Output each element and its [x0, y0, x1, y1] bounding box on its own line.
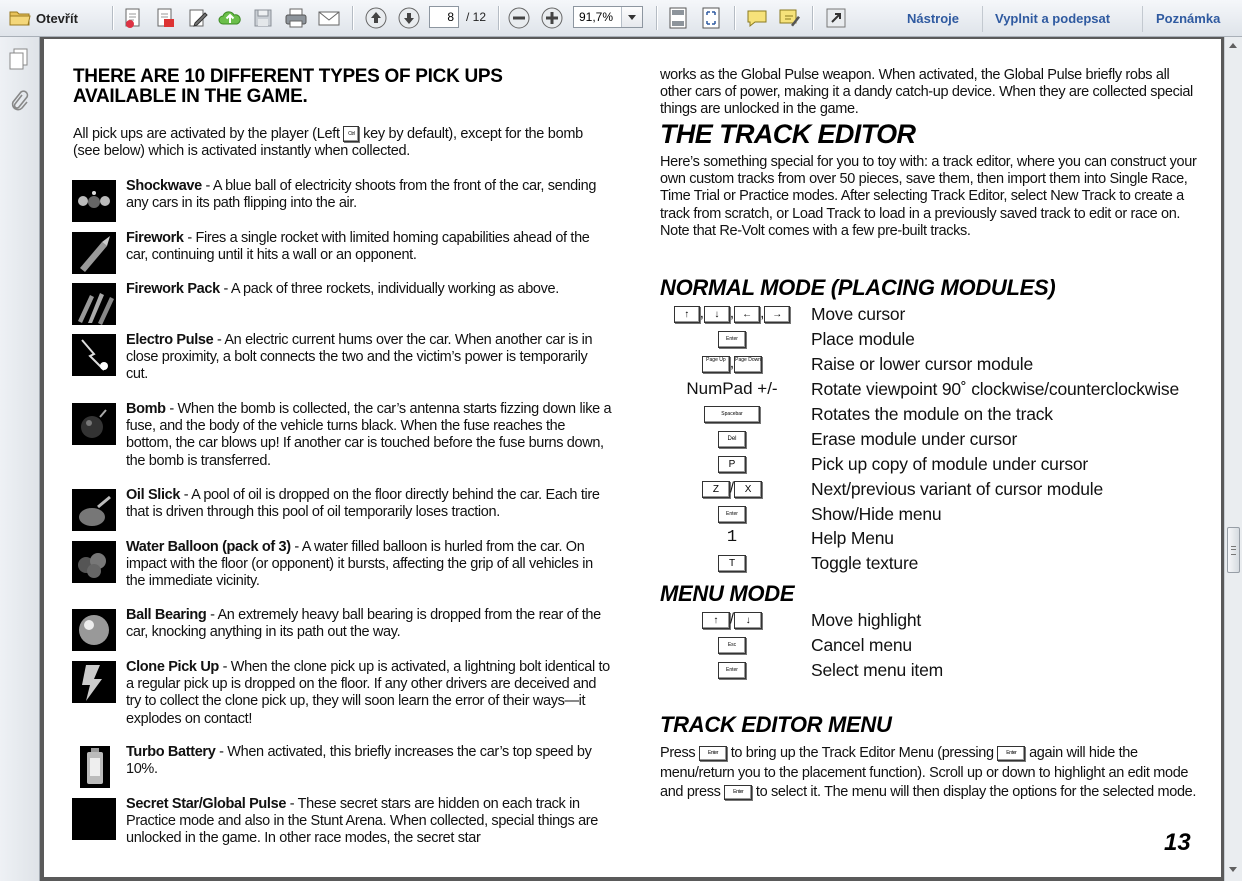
zoom-in-button[interactable]: [539, 5, 565, 31]
expand-icon: [825, 7, 847, 29]
key-row: [660, 609, 1205, 633]
key-row: [660, 303, 1205, 327]
pickup-name: Firework: [126, 230, 184, 246]
key-description: Cancel menu: [811, 635, 912, 655]
down-arrow-key-icon: ↓: [734, 612, 762, 629]
pickup-desc: - When the clone pick up is activated, a lightning bolt identical to a regular pick up is dropped on the floor. If any other drivers are deceived and try to collect the clone pick up, they will soon learn the error of their ways—it explodes on contact!: [126, 659, 610, 727]
z-key-icon: Z: [702, 481, 730, 498]
key-description: Move highlight: [811, 610, 922, 630]
p-key-icon: P: [718, 456, 746, 473]
ball-bearing-image: [72, 609, 116, 651]
envelope-icon: [317, 7, 341, 29]
down-arrow-key-icon: ↓: [704, 306, 730, 323]
pickup-desc: - An electric current hums over the car. When another car is in close proximity, a bolt connects the two and the victim’s power is temporarily cut.: [126, 332, 593, 383]
email-button[interactable]: [317, 5, 341, 31]
page-number-input[interactable]: 8: [429, 6, 459, 28]
key-description: Select menu item: [811, 660, 943, 680]
pickups-heading: THERE ARE 10 DIFFERENT TYPES OF PICK UPS AVAILABLE IN THE GAME.: [73, 66, 503, 107]
key-separator: ,: [699, 304, 704, 322]
firework-image: [72, 232, 116, 274]
paperclip-icon: [7, 89, 31, 113]
edit-pdf-button[interactable]: [186, 5, 210, 31]
key-separator: /: [729, 610, 735, 628]
intro-text-b: key by default), except for the bomb (see below) which is activated instantly when collected.: [73, 126, 583, 159]
key-row: [660, 453, 1205, 477]
pickup-name: Oil Slick: [126, 487, 181, 503]
key-row: [660, 403, 1205, 427]
previous-page-button[interactable]: [363, 5, 389, 31]
global-pulse-continued: works as the Global Pulse weapon. When activated, the Global Pulse briefly robs all other cars of power, making it a dandy catch-up device. When they are collected special things are unlocked in the game.: [660, 67, 1193, 118]
zoom-select[interactable]: [573, 6, 643, 28]
print-button[interactable]: [284, 5, 308, 31]
pickup-desc: - A water filled balloon is hurled from the car. On impact with the floor (or opponent) it bursts, affecting the grip of all vehicles in the immediate vicinity.: [126, 539, 593, 590]
key-row: [660, 659, 1205, 683]
enter-key-icon: Enter: [997, 746, 1025, 761]
export-pdf-button[interactable]: [153, 5, 177, 31]
export-pdf-icon: [154, 7, 176, 29]
save-button[interactable]: [251, 5, 275, 31]
plus-circle-icon: [540, 6, 564, 30]
printer-icon: [284, 7, 308, 29]
track-editor-menu-text: [660, 744, 1200, 803]
vertical-scrollbar[interactable]: [1224, 37, 1242, 881]
electro-pulse-image: [72, 334, 116, 376]
key-separator: ,: [760, 304, 765, 322]
zoom-out-button[interactable]: [506, 5, 532, 31]
key-separator: ,: [729, 354, 735, 372]
text-segment: again will hide the menu/return you to the placement function). Scroll up or down to highlight an edit mode and press: [660, 745, 1189, 801]
pages-icon: [7, 47, 31, 71]
key-description: Raise or lower cursor module: [811, 354, 1033, 374]
fill-and-sign-link[interactable]: Vyplnit a podepsat: [995, 11, 1111, 26]
key-row: [660, 328, 1205, 352]
attachments-button[interactable]: [7, 89, 31, 113]
delete-key-icon: Del: [718, 431, 746, 448]
comment-link[interactable]: Poznámka: [1156, 11, 1221, 26]
pickup-name: Clone Pick Up: [126, 659, 219, 675]
key-row: [660, 353, 1205, 377]
key-description: Rotates the module on the track: [811, 404, 1053, 424]
speech-bubble-icon: [745, 7, 769, 29]
enter-key-icon: Enter: [724, 785, 752, 800]
pickup-desc: - When activated, this briefly increases the car’s top speed by 10%.: [126, 744, 592, 778]
upload-button[interactable]: [218, 5, 242, 31]
turbo-battery-image: [80, 746, 110, 788]
pickup-desc: - An extremely heavy ball bearing is dropped from the rear of the car, knocking anything in its path out the way.: [126, 607, 601, 641]
page-up-key-icon: Page Up: [702, 356, 730, 373]
enter-key-icon: Enter: [718, 331, 746, 348]
help-key-text: 1: [726, 528, 738, 547]
cloud-upload-icon: [218, 7, 242, 29]
pickup-name: Secret Star/Global Pulse: [126, 796, 287, 812]
track-editor-text: Here’s something special for you to toy with: a track editor, where you can construct your own custom tracks from over 50 pieces, save them, then import them into Single Race, Time Trial or Practice modes. After selecting Track Editor, select New Track to create a track from scratch, or Load Track to load in a previously saved track to edit or race on. Note that Re-Volt comes with a few pre-built tracks.: [660, 154, 1197, 239]
highlighter-icon: [777, 7, 801, 29]
numpad-key-text: NumPad +/-: [686, 379, 778, 398]
key-row: [660, 634, 1205, 658]
expand-window-button[interactable]: [823, 5, 849, 31]
arrow-down-circle-icon: [397, 6, 421, 30]
text-segment: to select it. The menu will then display the options for the selected mode.: [755, 784, 1197, 801]
key-description: Move cursor: [811, 304, 906, 324]
key-row: [660, 552, 1205, 576]
intro-text-a: All pick ups are activated by the player (Left: [73, 126, 340, 142]
track-editor-menu-heading: TRACK EDITOR MENU: [660, 712, 892, 737]
key-description: Pick up copy of module under cursor: [811, 454, 1089, 474]
fit-page-icon: [667, 6, 689, 30]
pickup-name: Water Balloon (pack of 3): [126, 539, 291, 555]
pickup-name: Ball Bearing: [126, 607, 207, 623]
enter-key-icon: Enter: [718, 662, 746, 679]
scroll-up-arrow[interactable]: [1229, 43, 1237, 48]
track-editor-heading: THE TRACK EDITOR: [660, 119, 916, 149]
key-description: Toggle texture: [811, 553, 919, 573]
key-separator: /: [729, 479, 735, 497]
full-screen-button[interactable]: [698, 5, 724, 31]
water-balloon-image: [72, 541, 116, 583]
secret-star-image: [72, 798, 116, 840]
pickup-desc: - A blue ball of electricity shoots from the front of the car, sending any cars in its path flipping into the air.: [126, 178, 597, 212]
pickup-name: Turbo Battery: [126, 744, 216, 760]
key-description: Show/Hide menu: [811, 504, 942, 524]
open-button[interactable]: [8, 5, 78, 31]
pickup-desc: - A pack of three rockets, individually working as above.: [219, 281, 559, 297]
enter-key-icon: Enter: [718, 506, 746, 523]
ctrl-key-icon: Ctrl: [343, 126, 359, 142]
key-description: Rotate viewpoint 90˚ clockwise/counterclockwise: [811, 379, 1179, 399]
enter-key-icon: Enter: [699, 746, 727, 761]
pickup-desc: - When the bomb is collected, the car’s antenna starts fizzing down like a fuse, and the body of the vehicle turns black. When the fuse reaches the bottom, the car blows up! If another car is touched before the fuse burns down, the bomb is transferred.: [126, 401, 612, 469]
up-arrow-key-icon: ↑: [674, 306, 700, 323]
firework-pack-image: [72, 283, 116, 325]
page-thumbnails-button[interactable]: [7, 47, 31, 71]
create-pdf-button[interactable]: [121, 5, 145, 31]
chevron-down-icon[interactable]: [621, 7, 642, 27]
clone-pickup-image: [72, 661, 116, 703]
right-arrow-key-icon: →: [764, 306, 790, 323]
fit-page-button[interactable]: [665, 5, 691, 31]
navigation-pane: [0, 37, 40, 881]
key-row: [660, 428, 1205, 452]
key-description: Place module: [811, 329, 915, 349]
document-page: [44, 39, 1221, 877]
spacebar-key-icon: Spacebar: [704, 406, 760, 423]
open-label: Otevřít: [36, 10, 78, 26]
normal-mode-heading: NORMAL MODE (PLACING MODULES): [660, 275, 1056, 300]
page-total: / 12: [466, 10, 487, 24]
pickup-desc: - Fires a single rocket with limited homing capabilities ahead of the car, continuing until it hits a wall or an opponent.: [126, 230, 590, 264]
pickup-desc: - A pool of oil is dropped on the floor directly behind the car. Each tire that is driven through this pool of oil temporarily loses traction.: [126, 487, 600, 521]
tools-link[interactable]: Nástroje: [907, 11, 960, 26]
save-icon: [252, 7, 274, 29]
menu-mode-heading: MENU MODE: [660, 581, 795, 606]
expand-arrows-icon: [700, 6, 722, 30]
bomb-image: [72, 403, 116, 445]
folder-icon: [8, 8, 32, 28]
highlight-button[interactable]: [776, 5, 802, 31]
pickup-desc: - These secret stars are hidden on each track in Practice mode and also in the Stunt Arena. When collected, special things are unlocked in the game. In other race modes, the secret star: [126, 796, 598, 847]
page-number: 13: [1164, 829, 1191, 856]
key-description: Erase module under cursor: [811, 429, 1018, 449]
pickup-name: Bomb: [126, 401, 166, 417]
scrollbar-thumb[interactable]: [1227, 527, 1240, 573]
zoom-value: 91,7%: [579, 10, 614, 24]
escape-key-icon: Esc: [718, 637, 746, 654]
pickups-intro: [73, 126, 593, 160]
key-row: [660, 527, 1205, 551]
left-arrow-key-icon: ←: [734, 306, 760, 323]
oil-slick-image: [72, 489, 116, 531]
toolbar: [0, 0, 1242, 37]
key-description: Next/previous variant of cursor module: [811, 479, 1103, 499]
pickup-name: Electro Pulse: [126, 332, 214, 348]
up-arrow-key-icon: ↑: [702, 612, 730, 629]
comment-button[interactable]: [744, 5, 770, 31]
text-segment: Press: [660, 745, 696, 761]
scroll-down-arrow[interactable]: [1229, 867, 1237, 872]
page-down-key-icon: Page Down: [734, 356, 762, 373]
next-page-button[interactable]: [396, 5, 422, 31]
pickup-name: Firework Pack: [126, 281, 220, 297]
key-row: [660, 478, 1205, 502]
key-row: [660, 503, 1205, 527]
key-separator: ,: [729, 304, 735, 322]
text-segment: to bring up the Track Editor Menu (pressing: [730, 745, 994, 761]
t-key-icon: T: [718, 555, 746, 572]
edit-icon: [187, 7, 209, 29]
create-pdf-icon: [122, 7, 144, 29]
minus-circle-icon: [507, 6, 531, 30]
pickup-name: Shockwave: [126, 178, 202, 194]
shockwave-image: [72, 180, 116, 222]
x-key-icon: X: [734, 481, 762, 498]
key-row: [660, 378, 1205, 402]
key-description: Help Menu: [811, 528, 894, 548]
arrow-up-circle-icon: [364, 6, 388, 30]
